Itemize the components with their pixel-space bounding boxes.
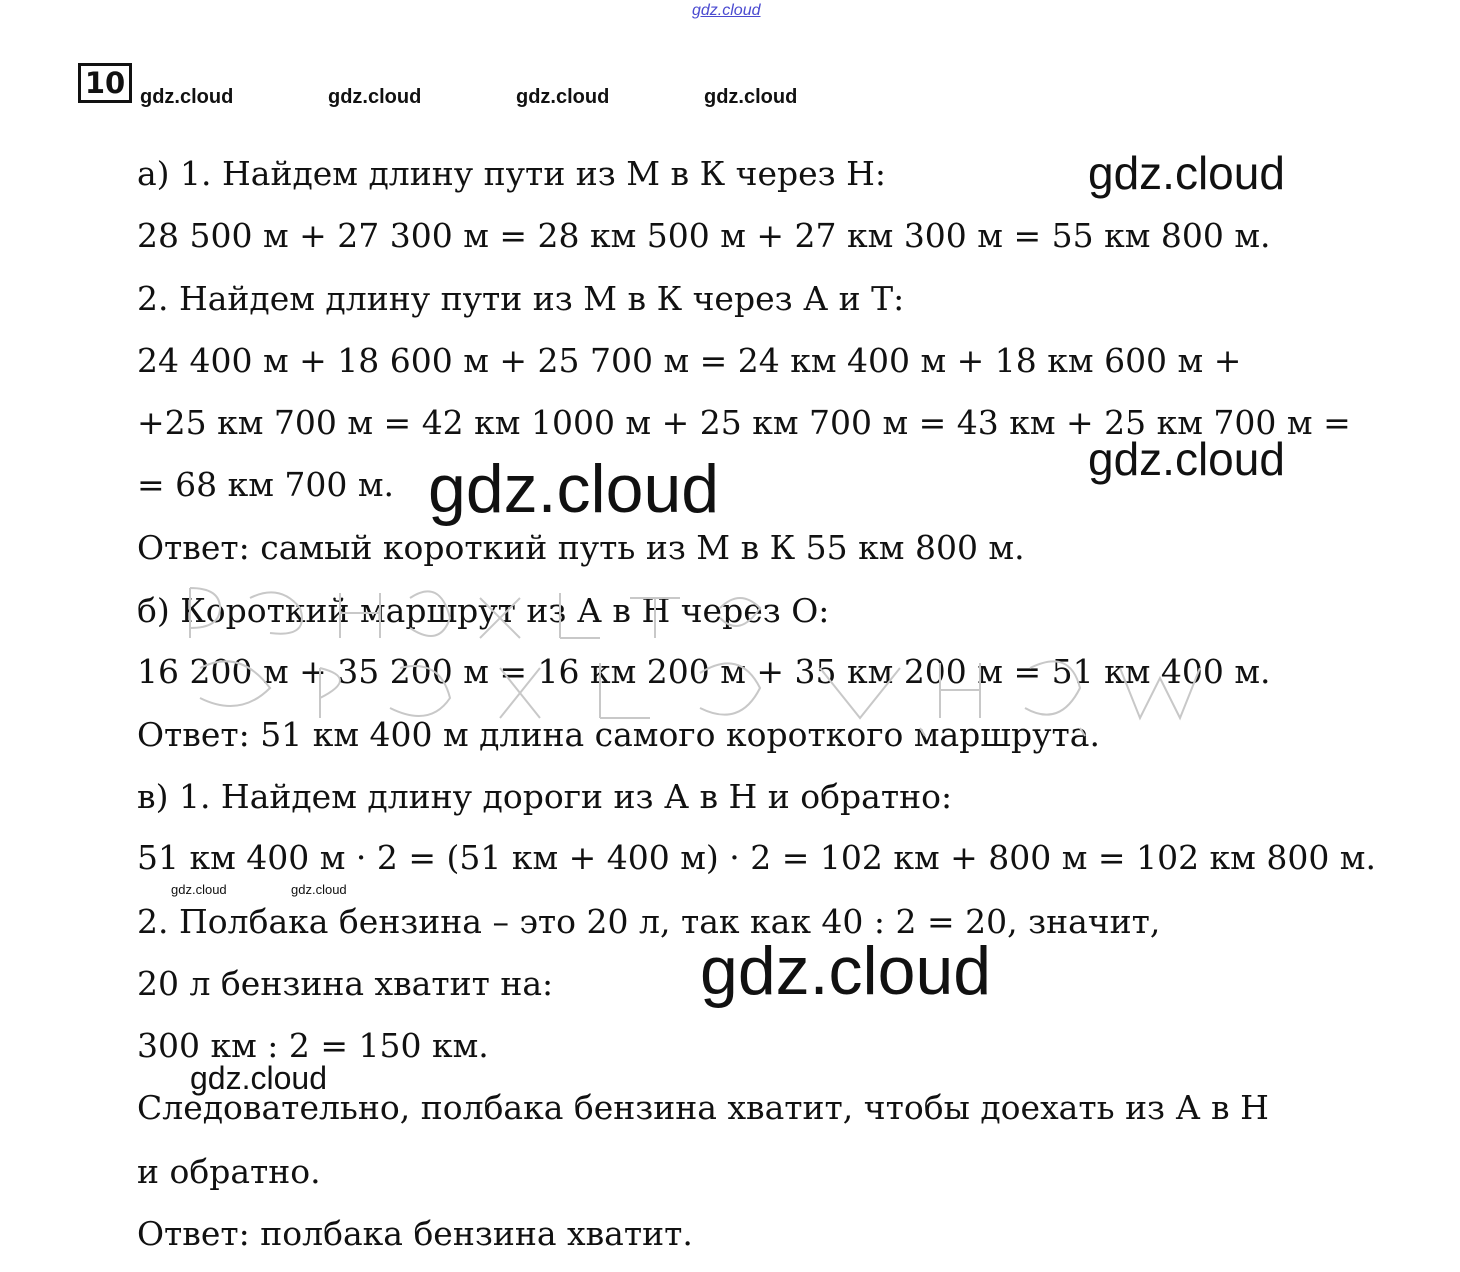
solution-line-3: 2. Найдем длину пути из М в К через А и Т: bbox=[137, 279, 905, 318]
solution-line-16: Следовательно, полбака бензина хватит, чтобы доехать из А в Н bbox=[137, 1088, 1269, 1127]
watermark-header-3: gdz.cloud bbox=[516, 86, 610, 108]
watermark-right-2: gdz.cloud bbox=[1088, 433, 1285, 485]
watermark-header-2: gdz.cloud bbox=[328, 86, 422, 108]
watermark-low-left: gdz.cloud bbox=[190, 1060, 327, 1096]
solution-line-11: в) 1. Найдем длину дороги из А в Н и обратно: bbox=[137, 777, 953, 816]
task-number-box: 10 bbox=[78, 63, 132, 103]
solution-line-14: 20 л бензина хватит на: bbox=[137, 964, 554, 1003]
solution-line-13: 2. Полбака бензина – это 20 л, так как 40 : 2 = 20, значит, bbox=[137, 902, 1161, 941]
solution-line-9: 16 200 м + 35 200 м = 16 км 200 м + 35 км 200 м = 51 км 400 м. bbox=[137, 652, 1271, 691]
watermark-big-2: gdz.cloud bbox=[700, 933, 992, 1009]
solution-line-2: 28 500 м + 27 300 м = 28 км 500 м + 27 км 300 м = 55 км 800 м. bbox=[137, 216, 1271, 255]
solution-line-12: 51 км 400 м · 2 = (51 км + 400 м) · 2 = 102 км + 800 м = 102 км 800 м. bbox=[137, 838, 1376, 877]
solution-line-18: Ответ: полбака бензина хватит. bbox=[137, 1214, 693, 1253]
solution-line-10: Ответ: 51 км 400 м длина самого короткого маршрута. bbox=[137, 715, 1100, 754]
watermark-big-1: gdz.cloud bbox=[428, 451, 720, 527]
watermark-tiny-1: gdz.cloud bbox=[171, 882, 227, 897]
solution-line-1: а) 1. Найдем длину пути из М в К через Н: bbox=[137, 154, 887, 193]
solution-line-6: = 68 км 700 м. bbox=[137, 465, 395, 504]
solution-line-15: 300 км : 2 = 150 км. bbox=[137, 1026, 489, 1065]
watermark-header-4: gdz.cloud bbox=[704, 86, 798, 108]
watermark-right-1: gdz.cloud bbox=[1088, 147, 1285, 199]
solution-line-7: Ответ: самый короткий путь из М в К 55 км 800 м. bbox=[137, 528, 1025, 567]
solution-line-17: и обратно. bbox=[137, 1152, 321, 1191]
solution-line-4: 24 400 м + 18 600 м + 25 700 м = 24 км 400 м + 18 км 600 м + bbox=[137, 341, 1242, 380]
solution-line-8: б) Короткий маршрут из А в Н через О: bbox=[137, 591, 830, 630]
watermark-header-1: gdz.cloud bbox=[140, 86, 234, 108]
watermark-top: gdz.cloud bbox=[692, 2, 761, 19]
watermark-tiny-2: gdz.cloud bbox=[291, 882, 347, 897]
solution-line-5: +25 км 700 м = 42 км 1000 м + 25 км 700 м = 43 км + 25 км 700 м = bbox=[137, 403, 1351, 442]
